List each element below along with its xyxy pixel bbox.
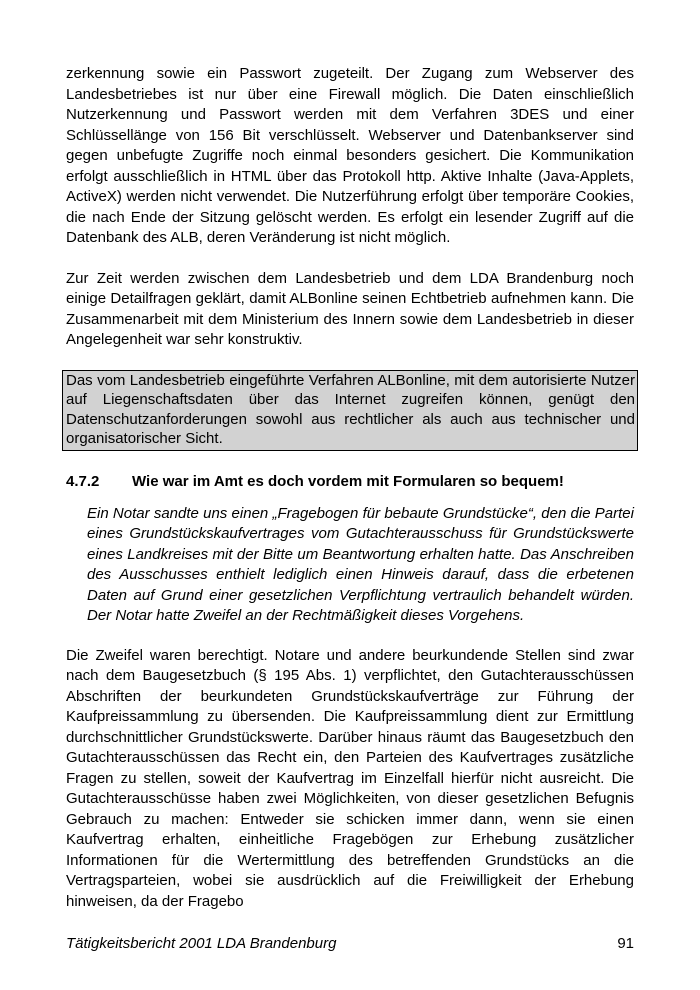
footer-title: Tätigkeitsbericht 2001 LDA Brandenburg <box>66 935 337 952</box>
highlight-box <box>62 370 638 451</box>
paragraph-intro: zerkennung sowie ein Passwort zugeteilt. Der Zugang zum Webserver des Landesbetriebes ist nur über eine Firewall möglich. Die Daten einschließlich Nutzerkennung und Passwort werden mit dem Verfahren 3DES und einer Schlüssellänge von 156 Bit verschlüsselt. Webserver und Datenbankserver sind gegen unbefugte Zugriffe noch einmal besonders gesichert. Die Kommunikation erfolgt ausschließlich in HTML über das Protokoll http. Aktive Inhalte (Java-Applets, ActiveX) werden nicht verwendet. Die Nutzerführung erfolgt über temporäre Cookies, die nach Ende der Sitzung gelöscht werden. Es erfolgt ein lesender Zugriff auf die Datenbank des ALB, deren Veränderung ist nicht möglich. <box>66 65 634 246</box>
paragraph-status: Zur Zeit werden zwischen dem Landesbetrieb und dem LDA Brandenburg noch einige Detailfragen geklärt, damit ALBonline seinen Echtbetrieb aufnehmen kann. Die Zusammenarbeit mit dem Ministerium des Innern sowie dem Landesbetrieb in dieser Angelegenheit war sehr konstruktiv. <box>66 269 634 348</box>
page-number: 91 <box>617 935 634 952</box>
paragraph-assessment: Die Zweifel waren berechtigt. Notare und andere beurkundende Stellen sind zwar nach dem Baugesetzbuch (§ 195 Abs. 1) verpflichtet, den Gutachterausschüssen Abschriften der beurkundeten Grundstückskaufverträge zur Führung der Kaufpreissammlung zu übersenden. Die Kaufpreissammlung dient zur Ermittlung durchschnittlicher Grundstückswerte. Darüber hinaus räumt das Baugesetzbuch den Gutachterausschüssen das Recht ein, den Parteien des Kaufvertrages zusätzliche Fragen zu stellen, soweit der Kaufvertrag im Einzelfall hierfür nicht ausreicht. Die Gutachterausschüsse haben zwei Möglichkeiten, von dieser gesetzlichen Befugnis Gebrauch zu machen: Entweder sie schicken immer dann, wenn sie einen Kaufvertrag erhalten, einheitliche Fragebögen zur Erhebung zusätzlicher Informationen für die Wertermittlung des betreffenden Grundstücks an die Vertragsparteien, wobei sie ausdrücklich auf die Freiwilligkeit der Erhebung hinweisen, da der Fragebo <box>66 646 634 910</box>
section-title: Wie war im Amt es doch vordem mit Formularen so bequem! <box>132 472 564 490</box>
case-quote: Ein Notar sandte uns einen „Fragebogen für bebaute Grundstücke“, den die Partei eines Grundstückskaufvertrages vom Gutachterausschuss für Grundstückswerte eines Landkreises mit der Bitte um Beantwortung erhalten hatte. Das Anschreiben des Ausschusses enthielt lediglich einen Hinweis darauf, dass die erbetenen Daten auf Grund einer gesetzlichen Verpflichtung vertraulich behandelt würden. Der Notar hatte Zweifel an der Rechtmäßigkeit dieses Vorgehens. <box>87 504 634 624</box>
page-footer <box>66 934 634 954</box>
highlight-text: Das vom Landesbetrieb eingeführte Verfahren ALBonline, mit dem autorisierte Nutzer auf Liegenschaftsdaten über das Internet zugreifen können, genügt den Datenschutzanforderungen sowohl aus rechtlicher als auch aus technischer und organisatorischer Sicht. <box>66 371 635 447</box>
page-body <box>66 64 634 912</box>
section-number: 4.7.2 <box>66 472 100 490</box>
section-heading <box>66 472 634 492</box>
